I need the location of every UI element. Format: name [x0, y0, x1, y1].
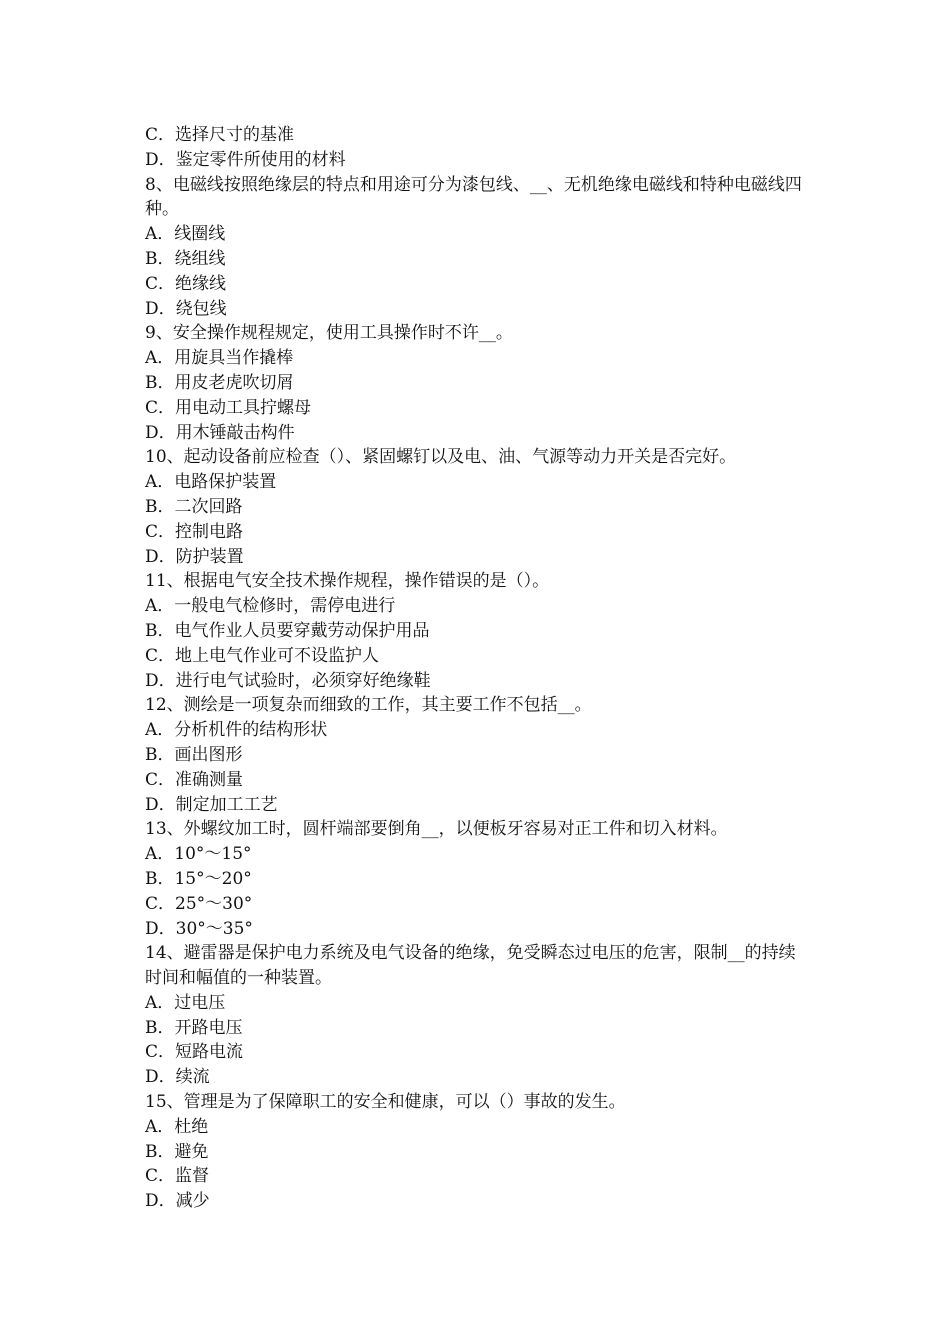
option-line: A．线圈线	[145, 224, 226, 245]
question-line: 13、外螺纹加工时，圆杆端部要倒角__，以便板牙容易对正工件和切入材料。	[145, 819, 728, 840]
option-line: D．制定加工工艺	[145, 794, 278, 815]
option-line: D．鉴定零件所使用的材料	[145, 149, 346, 170]
option-line: A．用旋具当作撬棒	[145, 348, 294, 369]
question-line: 15、管理是为了保障职工的安全和健康，可以（）事故的发生。	[145, 1092, 626, 1113]
document-body	[145, 123, 810, 1214]
option-line: C．监督	[145, 1166, 210, 1187]
question-line: 12、测绘是一项复杂而细致的工作，其主要工作不包括__。	[145, 695, 592, 716]
question-line: 11、根据电气安全技术操作规程，操作错误的是（）。	[145, 571, 550, 592]
option-line: D．续流	[145, 1067, 210, 1088]
option-line: D．进行电气试验时，必须穿好绝缘鞋	[145, 670, 431, 691]
option-line: D．防护装置	[145, 546, 244, 567]
option-line: A．电路保护装置	[145, 472, 277, 493]
option-line: B．避免	[145, 1141, 209, 1162]
option-line: C．准确测量	[145, 769, 244, 790]
option-line: C．地上电气作业可不设监护人	[145, 645, 380, 666]
question-line: 8、电磁线按照绝缘层的特点和用途可分为漆包线、__、无机绝缘电磁线和特种电磁线四种。	[145, 174, 802, 220]
option-line: A．杜绝	[145, 1116, 209, 1137]
option-line: B．开路电压	[145, 1017, 243, 1038]
question-line: 14、避雷器是保护电力系统及电气设备的绝缘，免受瞬态过电压的危害，限制__的持续时间和幅值的一种装置。	[145, 943, 796, 989]
option-line: D．30°～35°	[145, 918, 253, 939]
option-line: D．用木锤敲击构件	[145, 422, 295, 443]
option-line: C．25°～30°	[145, 893, 253, 914]
option-line: B．用皮老虎吹切屑	[145, 372, 294, 393]
option-line: A．过电压	[145, 992, 226, 1013]
option-line: C．用电动工具拧螺母	[145, 397, 312, 418]
option-line: D．减少	[145, 1191, 210, 1212]
option-line: A．10°～15°	[145, 844, 252, 865]
option-line: A．一般电气检修时，需停电进行	[145, 596, 396, 617]
option-line: B．二次回路	[145, 496, 243, 517]
option-line: C．控制电路	[145, 521, 244, 542]
option-line: B．绕组线	[145, 248, 226, 269]
question-line: 9、安全操作规程规定，使用工具操作时不许__。	[145, 323, 513, 344]
option-line: A．分析机件的结构形状	[145, 720, 328, 741]
option-line: C．绝缘线	[145, 273, 227, 294]
option-line: B．画出图形	[145, 744, 243, 765]
question-line: 10、起动设备前应检查（）、紧固螺钉以及电、油、气源等动力开关是否完好。	[145, 447, 737, 468]
option-line: C．短路电流	[145, 1042, 244, 1063]
option-line: C．选择尺寸的基准	[145, 125, 295, 145]
option-line: D．绕包线	[145, 298, 227, 319]
option-line: B．电气作业人员要穿戴劳动保护用品	[145, 620, 430, 641]
option-line: B．15°～20°	[145, 868, 252, 889]
